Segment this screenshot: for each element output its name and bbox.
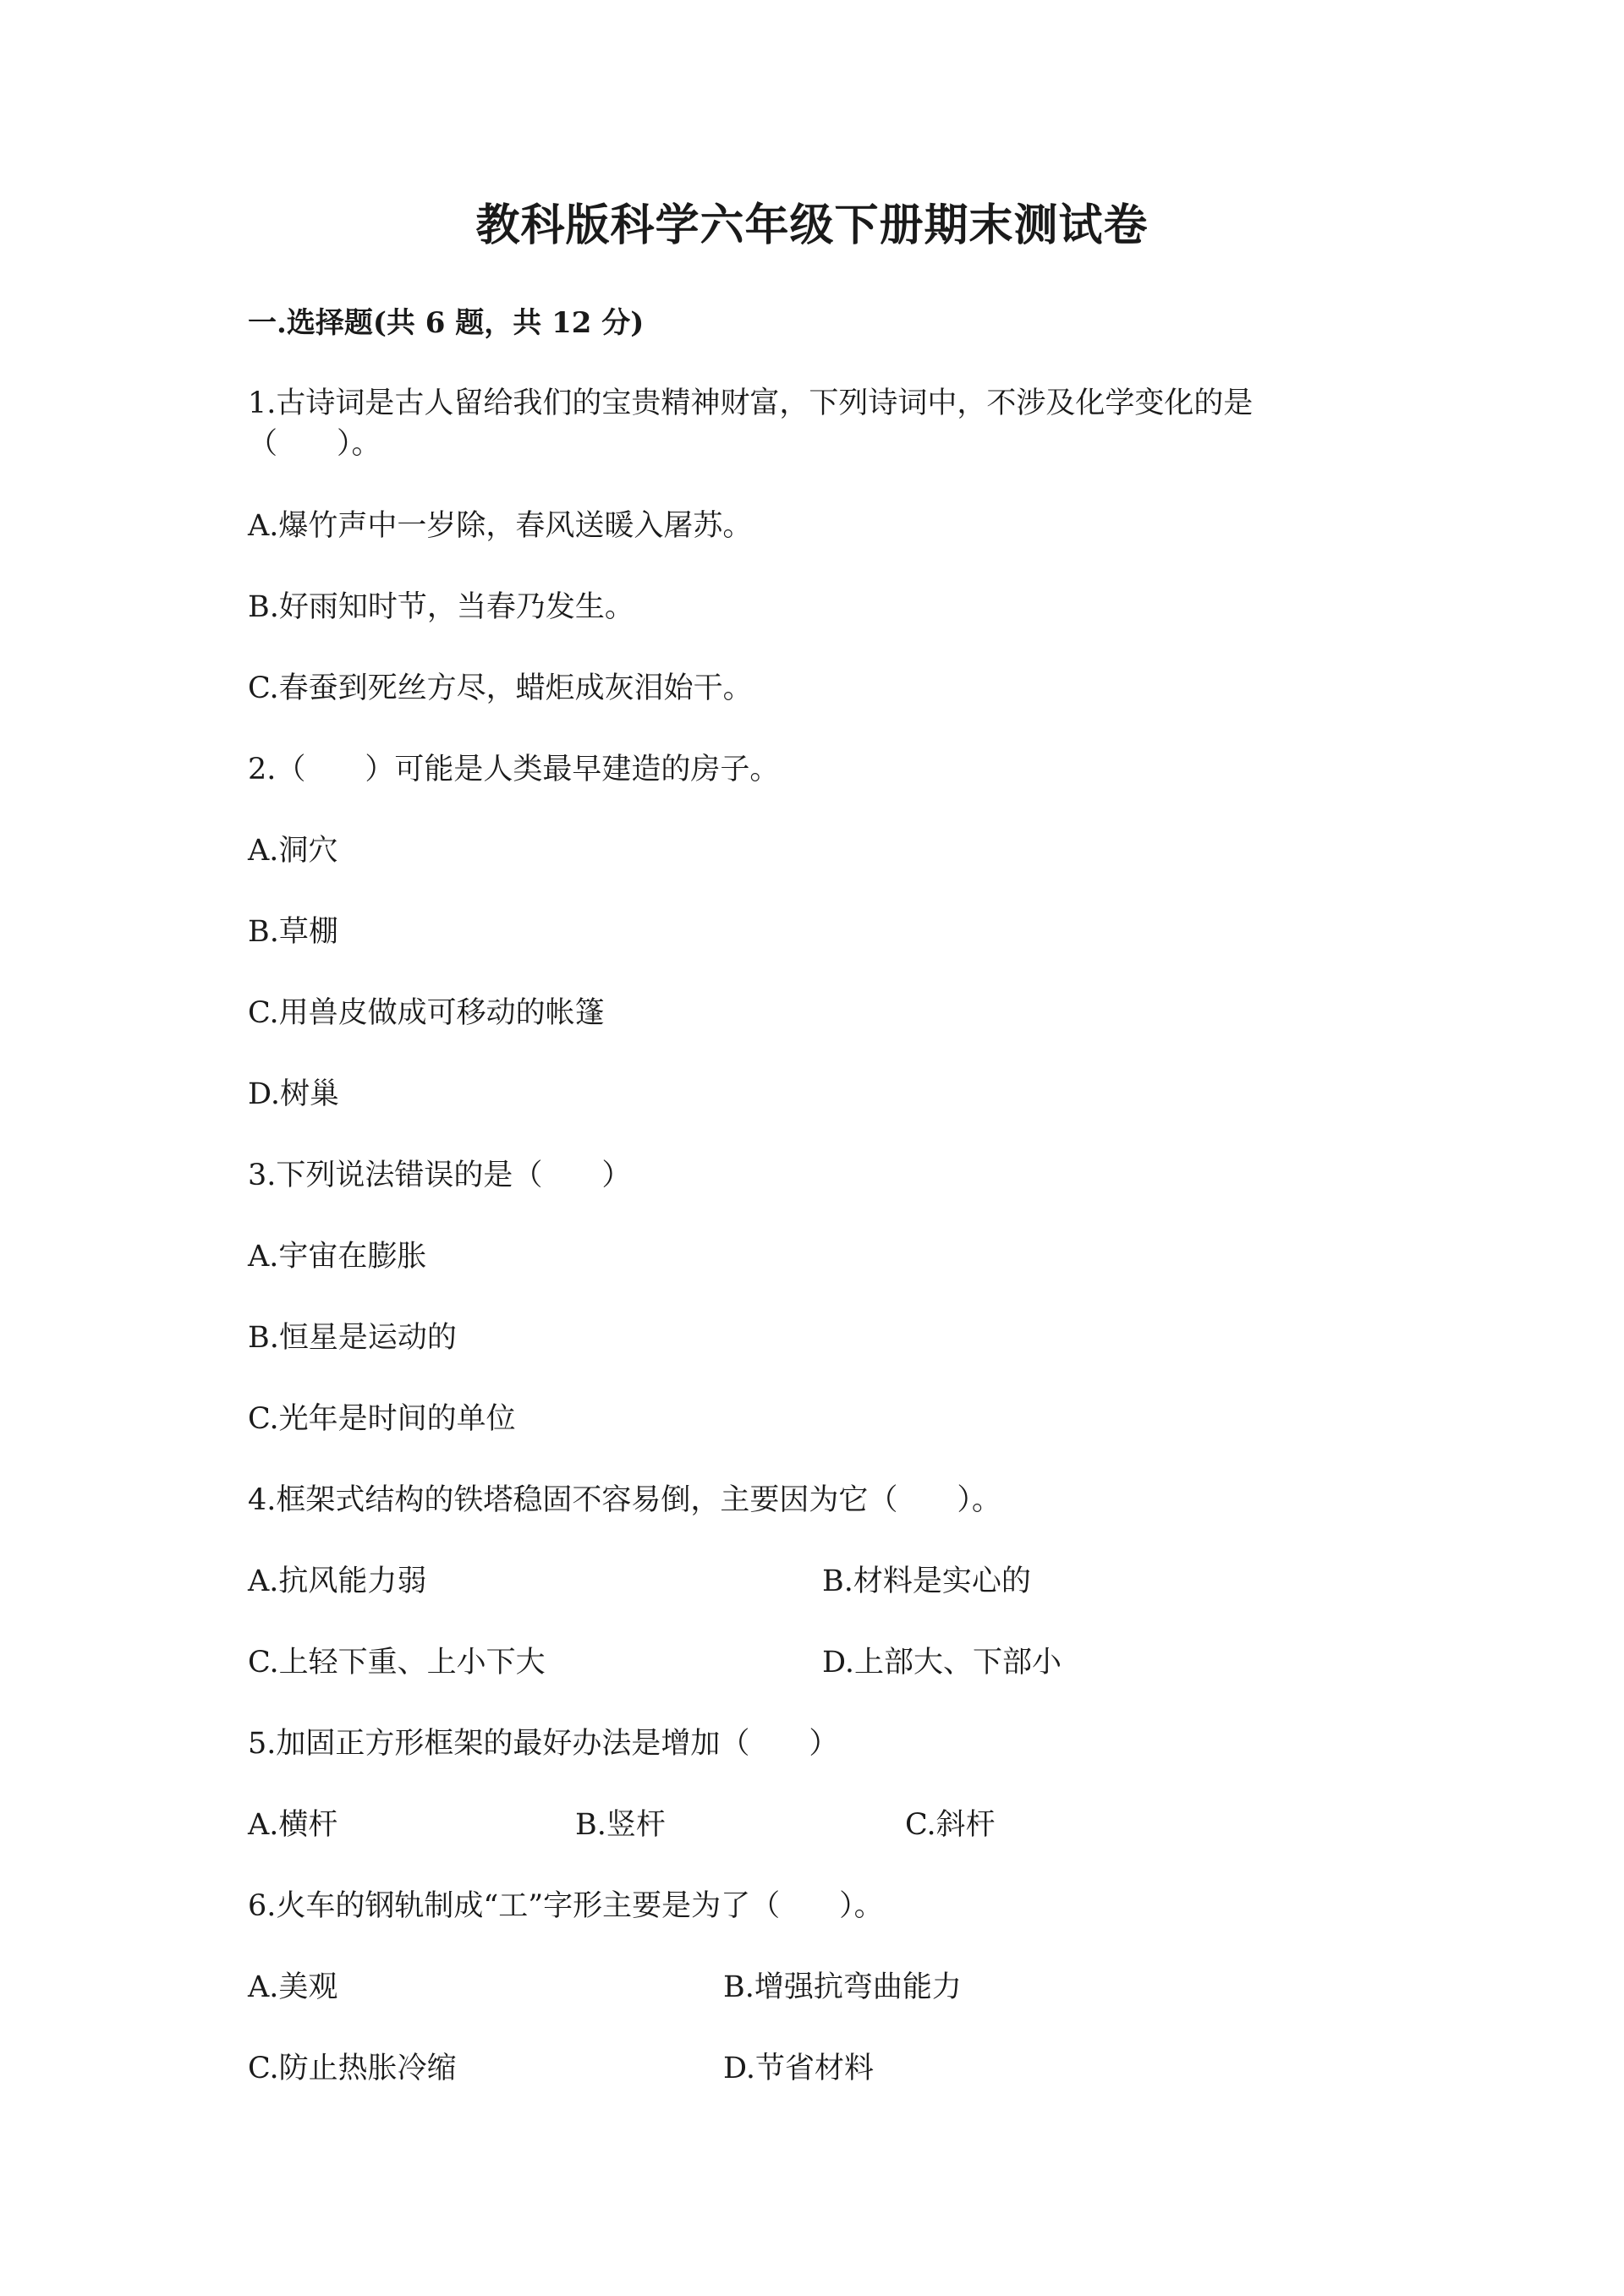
question-4-stem: 4.框架式结构的铁塔稳固不容易倒，主要因为它（ ）。 xyxy=(248,1483,1001,1517)
question-4-option-a: A.抗风能力弱 xyxy=(248,1564,427,1598)
question-2-stem: 2.（ ）可能是人类最早建造的房子。 xyxy=(248,753,780,786)
question-1-stem-line2: （ ）。 xyxy=(248,427,381,461)
section-heading: 一.选择题(共 6 题，共 12 分) xyxy=(248,306,645,340)
question-1-option-c: C.春蚕到死丝方尽，蜡炬成灰泪始干。 xyxy=(248,671,753,705)
question-5-option-a: A.横杆 xyxy=(248,1808,338,1842)
question-6-option-b: B.增强抗弯曲能力 xyxy=(723,1970,962,2004)
question-2-option-d: D.树巢 xyxy=(248,1077,339,1111)
question-4-option-c: C.上轻下重、上小下大 xyxy=(248,1646,546,1680)
question-3-option-b: B.恒星是运动的 xyxy=(248,1321,457,1355)
question-4-option-d: D.上部大、下部小 xyxy=(822,1646,1062,1680)
question-5-option-c: C.斜杆 xyxy=(905,1808,996,1842)
question-6-option-a: A.美观 xyxy=(248,1970,338,2004)
question-3-option-a: A.宇宙在膨胀 xyxy=(248,1240,427,1274)
question-6-option-d: D.节省材料 xyxy=(723,2052,874,2085)
question-1-option-a: A.爆竹声中一岁除，春风送暖入屠苏。 xyxy=(248,509,753,543)
question-5-option-b: B.竖杆 xyxy=(575,1808,666,1842)
question-2-option-b: B.草棚 xyxy=(248,915,338,949)
question-1-stem-line1: 1.古诗词是古人留给我们的宝贵精神财富，下列诗词中，不涉及化学变化的是 xyxy=(248,386,1254,420)
question-1-option-b: B.好雨知时节，当春乃发生。 xyxy=(248,590,634,624)
question-3-stem: 3.下列说法错误的是（ ） xyxy=(248,1159,632,1192)
question-5-stem: 5.加固正方形框架的最好办法是增加（ ） xyxy=(248,1727,839,1761)
question-2-option-c: C.用兽皮做成可移动的帐篷 xyxy=(248,996,605,1030)
question-3-option-c: C.光年是时间的单位 xyxy=(248,1402,516,1436)
document-title: 教科版科学六年级下册期末测试卷 xyxy=(475,200,1149,251)
question-2-option-a: A.洞穴 xyxy=(248,834,338,868)
question-4-option-b: B.材料是实心的 xyxy=(822,1564,1031,1598)
question-6-stem: 6.火车的钢轨制成“工”字形主要是为了（ ）。 xyxy=(248,1889,884,1923)
question-6-option-c: C.防止热胀冷缩 xyxy=(248,2052,457,2085)
